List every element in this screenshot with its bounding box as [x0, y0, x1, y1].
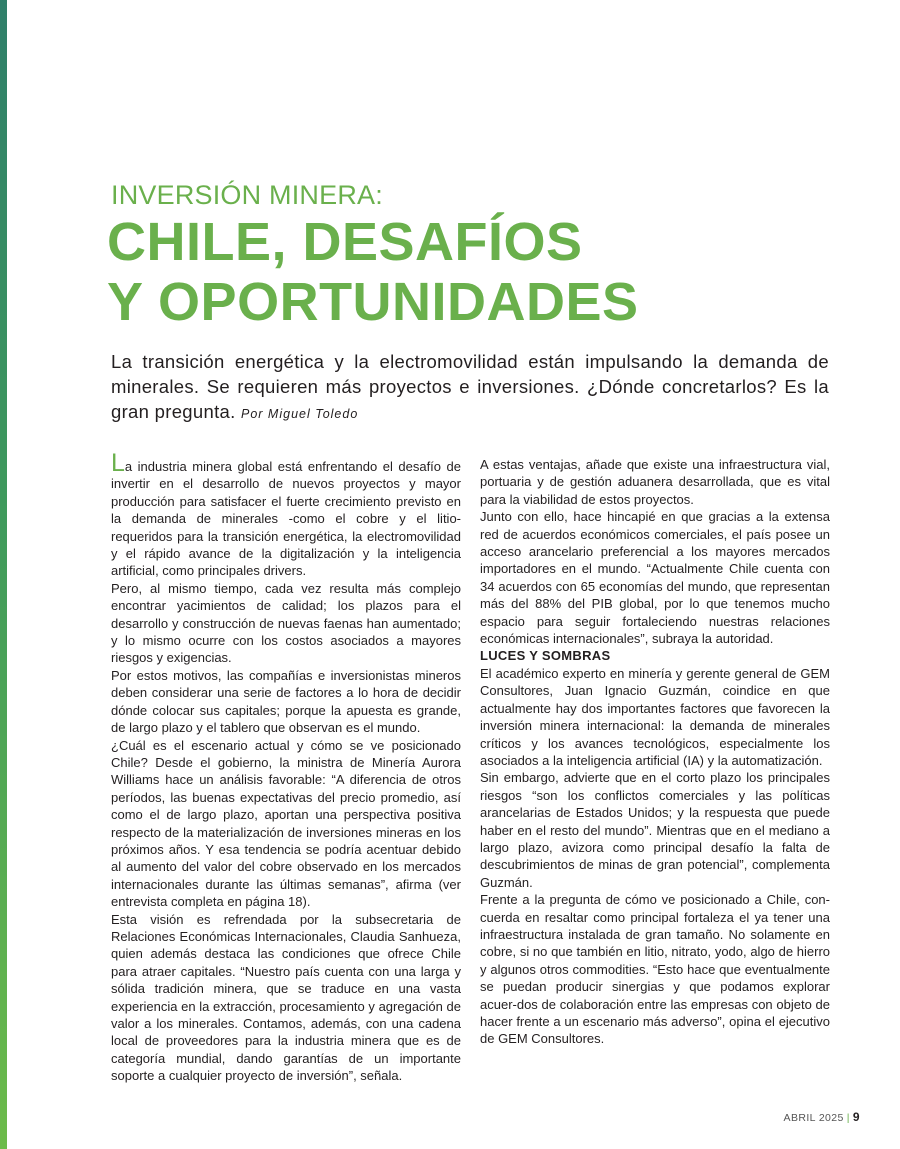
paragraph: Junto con ello, hace hincapié en que gracias a la extensa red de acuerdos económicos comerciales, el país posee un acceso arancelario preferencial a los mayores mercados importadores en el mundo. “Actualmente Chile cuenta con 34 acuerdos con 65 economías del mundo, que representan más del 88% del PIB global, por lo que tenemos mucho espacio para seguir fortaleciendo nuestras relaciones económicas internacionales”, subraya la autoridad.: [480, 509, 830, 647]
paragraph: Pero, al mismo tiempo, cada vez resulta más complejo encontrar yacimientos de calidad; los plazos para el desarrollo y construcción de nuevas faenas han aumentado; y lo mismo ocurre con los costos asociados a mayores riesgos y exigencias.: [111, 580, 461, 666]
paragraph: A estas ventajas, añade que existe una infraestructura vial, portuaria y de gestión aduanera desarrollada, que es vital para la viabilidad de estos proyectos.: [480, 457, 830, 507]
section-kicker: INVERSIÓN MINERA:: [111, 180, 383, 210]
paragraph-text: a industria minera global está enfrentando el desafío de invertir en el desarrollo de nuevos proyectos y mayor producción para satisfacer el fuerte crecimiento previsto en la demanda de minerales -como el cobre y el litio- requeridos para la transición energética, la electromovilidad y el rápido avance de la digitalización y la inteligencia artificial, como principales drivers.: [111, 459, 461, 579]
paragraph: Sin embargo, advierte que en el corto plazo los principales riesgos “son los conflictos comerciales y las políticas arancelarias de Estados Unidos; y la respuesta que puede haber en el resto del mundo”. Mientras que en el mediano a largo plazo, avizora como principal desafío la falta de descubrimientos de minas de gran potencial”, complementa Guzmán.: [480, 770, 830, 890]
headline-line-1: CHILE, DESAFÍOS: [107, 212, 583, 272]
footer-separator: |: [846, 1112, 850, 1124]
paragraph: ¿Cuál es el escenario actual y cómo se ve posicionado Chile? Desde el gobierno, la ministra de Minería Aurora Williams hace un análisis favorable: “A diferencia de otros períodos, las buenas expectativas del precio promedio, así como el de largo plazo, aportan una perspectiva positiva respecto de la materialización de inversiones mineras en los próximos años. Y esa tendencia se podría acentuar debido al aumento del valor del cobre observado en los mercados internacionales durante las últimas semanas”, afirma (ver entrevista completa en página 18).: [111, 737, 461, 910]
lede-text: La transición energética y la electromovilidad están impulsando la demanda de minerales. Se requieren más proyectos e inversiones. ¿Dónde concretarlos? Es la gran pregunta.: [111, 351, 829, 422]
side-accent-bar: [0, 0, 7, 1149]
page-footer: [784, 1110, 860, 1124]
article-lede: [111, 349, 829, 427]
drop-cap: L: [111, 449, 125, 477]
paragraph: [111, 449, 461, 580]
paragraph: Esta visión es refrendada por la subsecretaria de Relaciones Económicas Internacionales, Claudia Sanhueza, quien además destaca las condiciones que ofrece Chile para atraer capitales. “Nuestro país cuenta con una larga y sólida tradición minera, que se traduce en una vasta experiencia en la extracción, procesamiento y agregación de valor a los minerales. Contamos, además, con una cadena local de proveedores para la industria minera que es de categoría mundial, dando garantías de un importante soporte a cualquier proyecto de inversión”, señala.: [111, 911, 461, 1084]
right-column: [480, 456, 830, 1048]
paragraph: Por estos motivos, las compañías e inversionistas mineros deben considerar una serie de factores a lo hora de decidir dónde colocar sus capitales; porque la apuesta es grande, de largo plazo y el tablero que observan es el mundo.: [111, 667, 461, 736]
paragraph: El académico experto en minería y gerente general de GEM Consultores, Juan Ignacio Guzmán, coindice en que actualmente hay dos importantes factores que favorecen la inversión minera internacional: la demanda de minerales críticos y los avances tecnológicos, especialmente los asociados a la inteligencia artificial (IA) y la automatización.: [480, 665, 830, 768]
article-headline: [107, 212, 639, 332]
page-number: 9: [852, 1110, 860, 1124]
left-column: [111, 449, 461, 1085]
issue-date: ABRIL 2025: [783, 1112, 844, 1124]
paragraph: Frente a la pregunta de cómo ve posicionado a Chile, con-cuerda en resaltar como principal fortaleza el ya tener una infraestructura instalada de gran tamaño. No solamente en cobre, si no que también en litio, nitrato, yodo, algo de hierro y algunos otros commodities. “Esto hace que eventualmente se puedan producir sinergias y que podamos explorar acuer-dos de colaboración entre las empresas con objeto de hacer frente a un escenario más adverso”, opina el ejecutivo de GEM Consultores.: [480, 892, 830, 1047]
section-subhead: LUCES Y SOMBRAS: [480, 648, 611, 664]
headline-line-2: Y OPORTUNIDADES: [107, 272, 639, 332]
byline: Por Miguel Toledo: [241, 407, 359, 421]
